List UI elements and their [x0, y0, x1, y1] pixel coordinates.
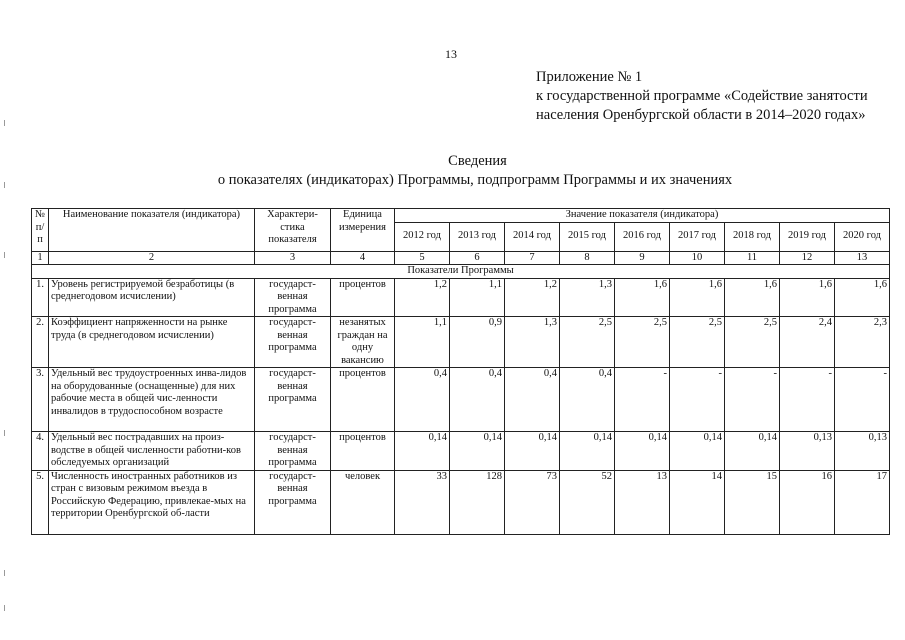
indicator-name: Удельный вес пострадавших на произ-водстве в общей численности работни-ков обследуемых организаций: [49, 432, 255, 471]
header-year: 2012 год: [395, 222, 450, 251]
value-cell: 0,14: [725, 432, 780, 471]
section-row: [32, 265, 890, 279]
indicator-characteristic: государст-венная программа: [255, 432, 331, 471]
value-cell: 1,6: [725, 278, 780, 317]
value-cell: 0,9: [450, 317, 505, 368]
header-year: 2014 год: [505, 222, 560, 251]
header-characteristic: Характери-стика показателя: [255, 209, 331, 252]
indicator-unit: незанятых граждан на одну вакансию: [331, 317, 395, 368]
header-year: 2015 год: [560, 222, 615, 251]
value-cell: 14: [670, 470, 725, 534]
value-cell: 128: [450, 470, 505, 534]
value-cell: 1,6: [670, 278, 725, 317]
margin-mark: [4, 252, 5, 258]
value-cell: 2,5: [670, 317, 725, 368]
document-title: Сведения: [448, 153, 507, 169]
column-number: 1: [32, 251, 49, 265]
row-number: 2.: [32, 317, 49, 368]
value-cell: 1,3: [560, 278, 615, 317]
value-cell: -: [670, 368, 725, 432]
value-cell: 1,1: [450, 278, 505, 317]
indicator-unit: процентов: [331, 432, 395, 471]
header-value-group: Значение показателя (индикатора): [395, 209, 890, 223]
value-cell: 33: [395, 470, 450, 534]
indicator-unit: процентов: [331, 278, 395, 317]
header-year: 2018 год: [725, 222, 780, 251]
column-number: 3: [255, 251, 331, 265]
table-row: [32, 368, 890, 432]
column-number: 9: [615, 251, 670, 265]
indicator-name: Численность иностранных работников из стран с визовым режимом въезда в Российскую Федерацию, привлекае-мых на территории Оренбургской об-ласти: [49, 470, 255, 534]
column-number: 11: [725, 251, 780, 265]
header-year: 2016 год: [615, 222, 670, 251]
row-number: 5.: [32, 470, 49, 534]
table-row: [32, 317, 890, 368]
column-number: 13: [835, 251, 890, 265]
row-number: 3.: [32, 368, 49, 432]
header-name: Наименование показателя (индикатора): [49, 209, 255, 252]
margin-mark: [4, 570, 5, 576]
header-year: 2013 год: [450, 222, 505, 251]
header-year: 2019 год: [780, 222, 835, 251]
document-heading: [0, 152, 905, 190]
header-num: № п/п: [32, 209, 49, 252]
document-subtitle: о показателях (индикаторах) Программы, подпрограмм Программы и их значениях: [217, 172, 733, 188]
row-number: 1.: [32, 278, 49, 317]
column-number: 7: [505, 251, 560, 265]
margin-mark: [4, 430, 5, 436]
value-cell: 1,6: [615, 278, 670, 317]
value-cell: 0,4: [395, 368, 450, 432]
value-cell: 0,4: [560, 368, 615, 432]
appendix-line-2: к государственной программе «Содействие занятости: [536, 88, 868, 104]
table-row: [32, 432, 890, 471]
value-cell: 1,6: [835, 278, 890, 317]
table-row: [32, 470, 890, 534]
header-unit: Единица измерения: [331, 209, 395, 252]
value-cell: 1,3: [505, 317, 560, 368]
value-cell: 15: [725, 470, 780, 534]
column-numbers-row: [32, 251, 890, 265]
value-cell: 0,14: [560, 432, 615, 471]
page-number: 13: [445, 47, 457, 61]
appendix-line-1: Приложение № 1: [536, 69, 643, 85]
value-cell: 0,4: [505, 368, 560, 432]
value-cell: 16: [780, 470, 835, 534]
indicators-table: [31, 208, 890, 535]
column-number: 4: [331, 251, 395, 265]
value-cell: 13: [615, 470, 670, 534]
value-cell: 1,2: [505, 278, 560, 317]
value-cell: 0,13: [835, 432, 890, 471]
margin-mark: [4, 120, 5, 126]
header-row: [32, 209, 890, 223]
column-number: 6: [450, 251, 505, 265]
indicator-unit: человек: [331, 470, 395, 534]
value-cell: 2,5: [725, 317, 780, 368]
value-cell: 52: [560, 470, 615, 534]
value-cell: 0,4: [450, 368, 505, 432]
value-cell: 0,14: [615, 432, 670, 471]
section-title: Показатели Программы: [32, 265, 890, 279]
value-cell: -: [725, 368, 780, 432]
indicator-characteristic: государст-венная программа: [255, 470, 331, 534]
value-cell: 1,6: [780, 278, 835, 317]
value-cell: 2,5: [560, 317, 615, 368]
column-number: 10: [670, 251, 725, 265]
value-cell: 0,14: [505, 432, 560, 471]
row-number: 4.: [32, 432, 49, 471]
appendix-note: [536, 68, 868, 125]
value-cell: 0,14: [395, 432, 450, 471]
column-number: 5: [395, 251, 450, 265]
value-cell: -: [780, 368, 835, 432]
value-cell: 0,13: [780, 432, 835, 471]
indicator-unit: процентов: [331, 368, 395, 432]
value-cell: 2,3: [835, 317, 890, 368]
column-number: 2: [49, 251, 255, 265]
value-cell: 73: [505, 470, 560, 534]
table-row: [32, 278, 890, 317]
header-year: 2017 год: [670, 222, 725, 251]
value-cell: 0,14: [670, 432, 725, 471]
value-cell: 1,1: [395, 317, 450, 368]
header-year: 2020 год: [835, 222, 890, 251]
column-number: 12: [780, 251, 835, 265]
appendix-line-3: населения Оренбургской области в 2014–2020 годах»: [536, 107, 866, 123]
column-number: 8: [560, 251, 615, 265]
indicator-characteristic: государст-венная программа: [255, 368, 331, 432]
indicator-characteristic: государст-венная программа: [255, 317, 331, 368]
value-cell: 2,5: [615, 317, 670, 368]
indicator-name: Уровень регистрируемой безработицы (в среднегодовом исчислении): [49, 278, 255, 317]
margin-mark: [4, 605, 5, 611]
value-cell: -: [615, 368, 670, 432]
indicator-name: Коэффициент напряженности на рынке труда (в среднегодовом исчислении): [49, 317, 255, 368]
indicator-name: Удельный вес трудоустроенных инва-лидов на оборудованные (оснащенные) для них рабочие места в общей чис-ленности инвалидов в трудоспособном возрасте: [49, 368, 255, 432]
value-cell: 2,4: [780, 317, 835, 368]
indicator-characteristic: государст-венная программа: [255, 278, 331, 317]
value-cell: 0,14: [450, 432, 505, 471]
value-cell: -: [835, 368, 890, 432]
value-cell: 17: [835, 470, 890, 534]
value-cell: 1,2: [395, 278, 450, 317]
